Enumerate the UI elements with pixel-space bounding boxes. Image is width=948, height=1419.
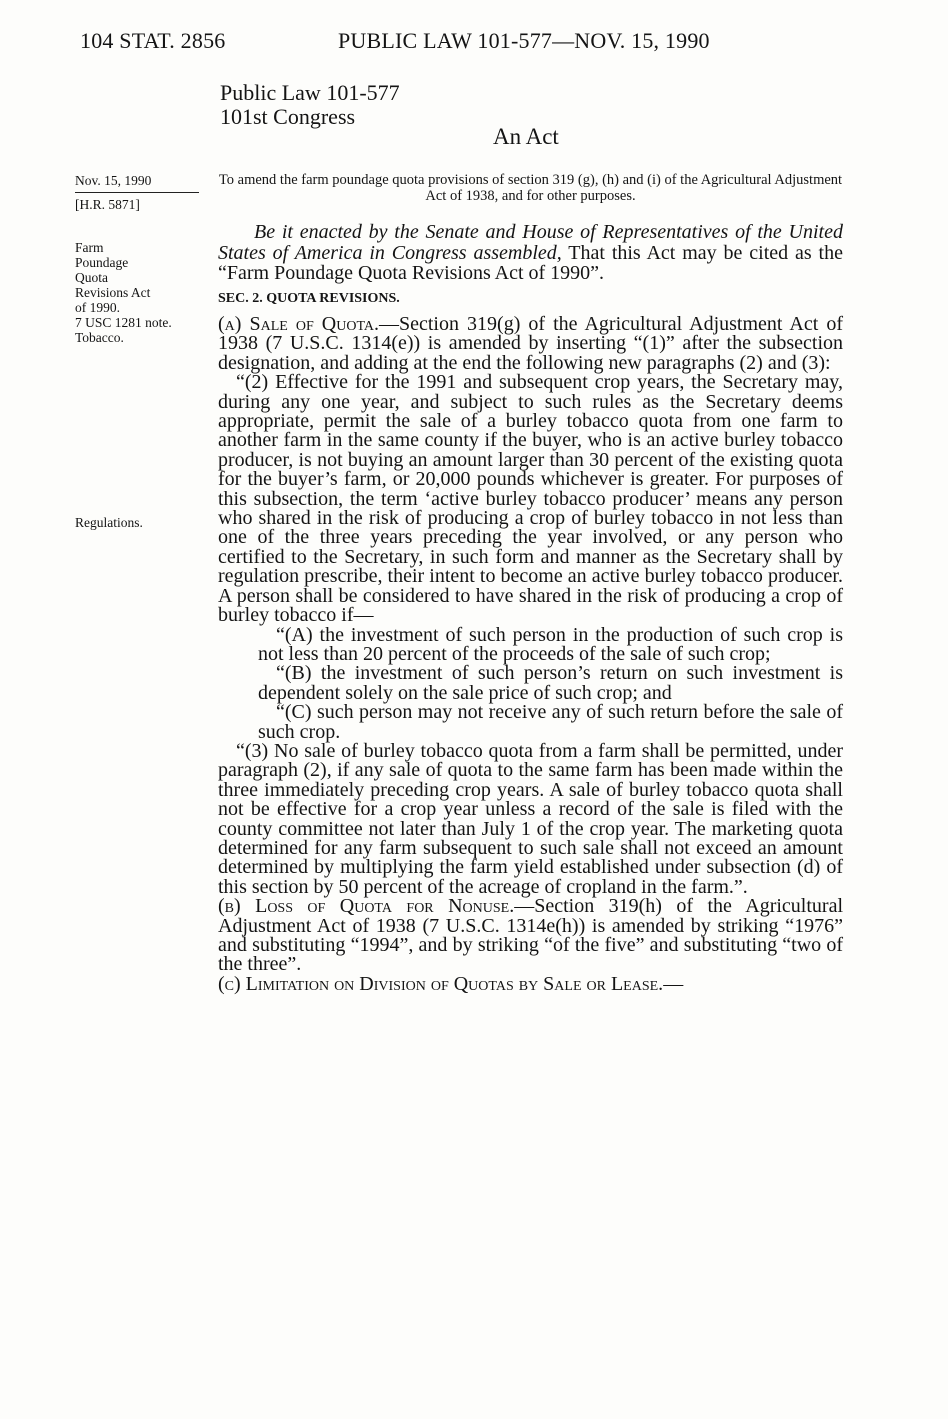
margin-bill-number: [H.R. 5871] [75, 197, 140, 212]
margin-note-line: Quota [75, 270, 108, 285]
margin-note-line: of 1990. [75, 300, 120, 315]
margin-note-line: Poundage [75, 255, 129, 270]
clause-a: “(A) the investment of such person in the production of such crop is not less than 20 percent of the proceeds of the sale of such crop; [258, 623, 843, 665]
subsection-a-heading: (a) Sale of Quota. [218, 313, 379, 335]
paragraph-2: “(2) Effective for the 1991 and subsequent crop years, the Secretary may, during any one year, and subject to such rules as the Secretary deems appropriate, permit the sale of a burley tobacco quota from one farm to another farm in the same county if the buyer, who is an active burley tobacco producer, is not buying an amount larger than 30 percent of the existing quota for the buyer’s farm, or 20,000 pounds whichever is greater. For purposes of this subsection, the term ‘active burley tobacco producer’ means any person who shared in the risk of producing a crop of burley tobacco in not less than one of the three years preceding the year involved, or any person who certified to the Secretary, in such form and manner as the Secretary shall by regulation prescribe, their intent to become an active burley tobacco producer. A person shall be considered to have shared in the risk of producing a crop of burley tobacco if— [218, 371, 843, 627]
subsection-b [218, 897, 843, 975]
clause-b: “(B) the investment of such person’s return on such investment is dependent solely on the sale price of such crop; and [258, 662, 843, 704]
subsection-a [218, 315, 843, 373]
subsection-c-text: — [663, 972, 684, 995]
subsection-c-heading: (c) Limitation on Division of Quotas by Sale or Lease. [218, 972, 664, 995]
margin-short-title-notes [75, 240, 205, 345]
margin-note-line: Tobacco. [75, 330, 124, 345]
act-purpose: To amend the farm poundage quota provisions of section 319 (g), (h) and (i) of the Agricultural Adjustment Act of 1938, and for other purposes. [218, 172, 843, 204]
margin-note-line: 7 USC 1281 note. [75, 315, 172, 330]
an-act-title: An Act [493, 124, 559, 149]
subsection-a-text: —Section 319(g) of the Agricultural Adjustment Act of 1938 (7 U.S.C. 1314(e)) is amended by inserting “(1)” after the subsection designation, and adding at the end the following new paragraphs (2) and (3): [218, 313, 843, 374]
margin-note-line: Farm [75, 240, 104, 255]
subsection-b-text: —Section 319(h) of the Agricultural Adjustment Act of 1938 (7 U.S.C. 1314e(h)) is amended by striking “1976” and substituting “1994”, and by striking “of the five” and substituting “two of the three”. [218, 895, 843, 976]
margin-regulations: Regulations. [75, 515, 143, 530]
section-heading: SEC. 2. QUOTA REVISIONS. [218, 291, 400, 306]
congress-number: 101st Congress [220, 104, 356, 129]
enacting-clause [218, 222, 843, 284]
margin-date: Nov. 15, 1990 [75, 173, 152, 188]
paragraph-3: “(3) No sale of burley tobacco quota from a farm shall be permitted, under paragraph (2), if any sale of quota to the same farm has been made within the three immediately preceding crop years. A sale of burley tobacco quota shall not be effective for a crop year unless a record of the sale is filed with the county committee not later than July 1 of the crop year. The marketing quota determined for any farm subsequent to such sale shall not exceed an amount determined by multiplying the farm yield established under subsection (d) of this section by 50 percent of the acreage of cropland in the farm.”. [218, 739, 843, 898]
public-law-number: Public Law 101-577 [220, 80, 400, 105]
subsection-c [218, 972, 843, 995]
margin-note-line: Revisions Act [75, 285, 151, 300]
clause-c: “(C) such person may not receive any of such return before the sale of such crop. [258, 701, 843, 743]
short-title-text: That this Act may be cited as the “Farm Poundage Quota Revisions Act of 1990”. [218, 241, 843, 285]
page-header-stat: 104 STAT. 2856 [80, 28, 226, 53]
margin-divider [75, 192, 199, 193]
page-header-law: PUBLIC LAW 101-577—NOV. 15, 1990 [338, 28, 710, 53]
section-body [218, 315, 843, 994]
enacting-formula: Be it enacted by the Senate and House of Representatives of the United States of America in Congress assembled, [218, 221, 843, 264]
subsection-b-heading: (b) Loss of Quota for Nonuse. [218, 895, 515, 918]
